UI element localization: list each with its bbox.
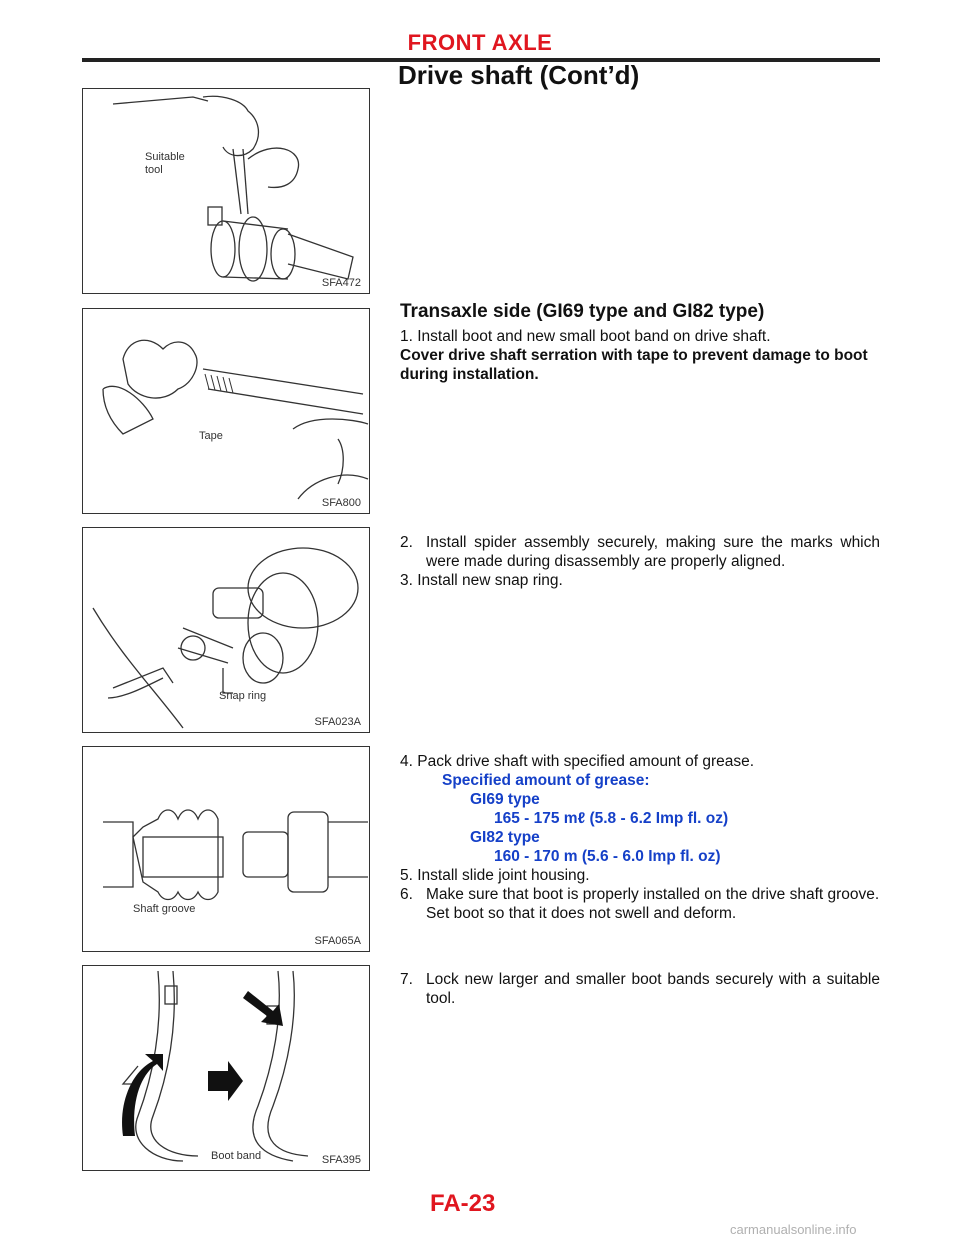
step-3: 3. Install new snap ring. xyxy=(400,572,563,589)
page-number: FA-23 xyxy=(430,1190,496,1217)
section-transaxle-side xyxy=(400,302,880,384)
step-7-number: 7. xyxy=(400,971,413,988)
figure-sfa800-illustration xyxy=(83,309,370,514)
figure-sfa800 xyxy=(82,308,370,514)
figure-sfa472 xyxy=(82,88,370,294)
figure-sfa472-callout: Suitable tool xyxy=(145,151,185,176)
step-4: 4. Pack drive shaft with specified amount of grease. xyxy=(400,753,755,770)
steps-4-6 xyxy=(400,752,880,923)
step-1: 1. Install boot and new small boot band on drive shaft. xyxy=(400,328,771,345)
step-6-number: 6. xyxy=(400,886,413,903)
spec-gi82-value: 160 - 170 m (5.6 - 6.0 Imp fl. oz) xyxy=(494,848,721,865)
figure-sfa065a-callout: Shaft groove xyxy=(133,903,196,915)
step-6-note: Set boot so that it does not swell and deform. xyxy=(426,905,737,922)
figure-sfa065a xyxy=(82,746,370,952)
step-6-text: Make sure that boot is properly installed on the drive shaft groove. xyxy=(426,886,880,903)
step-5: 5. Install slide joint housing. xyxy=(400,867,590,884)
figure-sfa023a xyxy=(82,527,370,733)
step-2 xyxy=(400,533,880,571)
step-7 xyxy=(400,970,880,1008)
spec-gi69-value: 165 - 175 mℓ (5.8 - 6.2 Imp fl. oz) xyxy=(494,810,729,827)
step-7-text: Lock new larger and smaller boot bands securely with a suitable tool. xyxy=(426,971,880,1007)
watermark: carmanualsonline.info xyxy=(730,1222,857,1237)
figure-sfa395-callout: Boot band xyxy=(211,1150,262,1162)
spec-gi82-label: GI82 type xyxy=(470,829,540,846)
spec-title: Specified amount of grease: xyxy=(442,772,650,789)
figure-sfa395-illustration xyxy=(83,966,370,1171)
section-title: Transaxle side (GI69 type and GI82 type) xyxy=(400,301,765,322)
figure-sfa023a-code: SFA023A xyxy=(314,716,361,728)
figure-sfa800-code: SFA800 xyxy=(321,497,361,509)
step-1-note: Cover drive shaft serration with tape to prevent damage to boot during installation. xyxy=(400,347,868,383)
steps-2-3 xyxy=(400,533,880,590)
page-title: Drive shaft (Cont’d) xyxy=(398,60,640,90)
figure-sfa065a-code: SFA065A xyxy=(314,935,361,947)
figure-sfa472-code: SFA472 xyxy=(321,277,361,289)
figure-sfa472-illustration xyxy=(83,89,370,294)
figure-sfa395 xyxy=(82,965,370,1171)
step-2-text: Install spider assembly securely, making sure the marks which were made during disassembly are properly aligned. xyxy=(426,534,880,570)
step-6 xyxy=(400,885,880,904)
figure-sfa065a-illustration xyxy=(83,747,370,952)
section-category: FRONT AXLE xyxy=(407,30,553,55)
step-7-block xyxy=(400,970,880,1008)
spec-gi69-label: GI69 type xyxy=(470,791,540,808)
figure-sfa800-callout: Tape xyxy=(199,430,223,442)
step-2-number: 2. xyxy=(400,534,413,551)
figure-sfa395-code: SFA395 xyxy=(321,1154,361,1166)
figure-sfa023a-callout: Snap ring xyxy=(219,690,267,702)
